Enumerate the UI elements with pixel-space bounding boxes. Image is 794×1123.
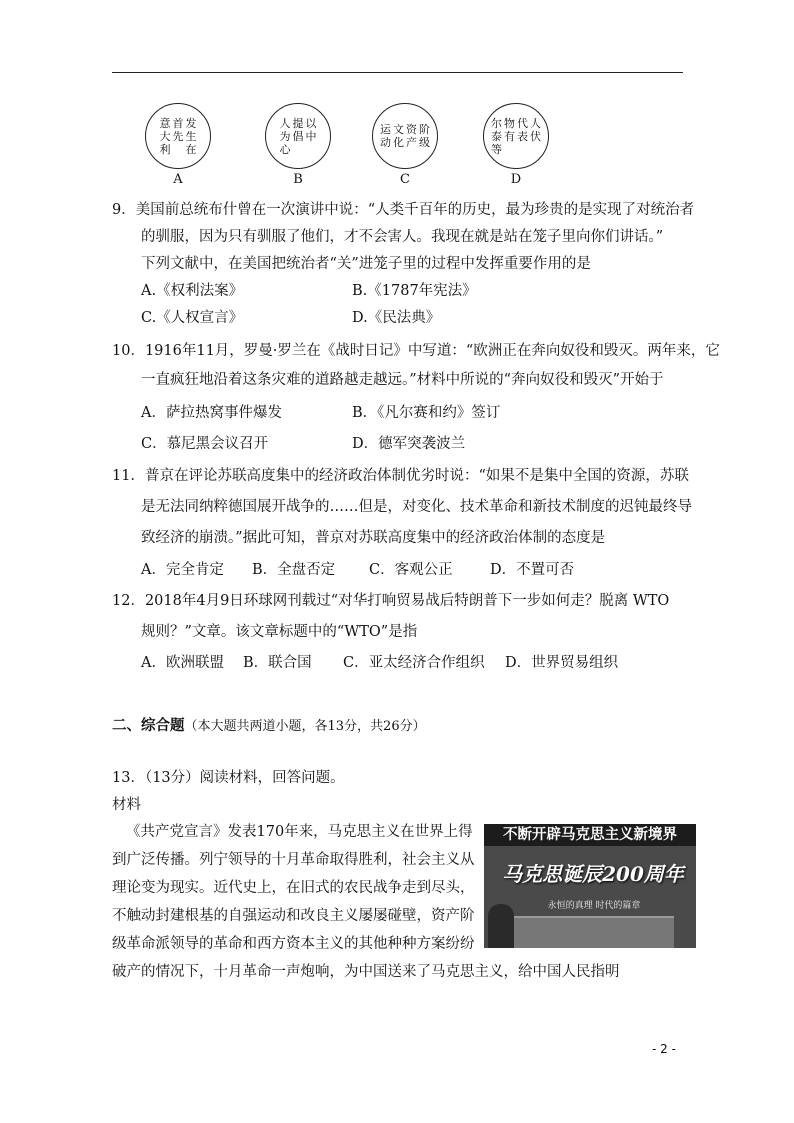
circle-char: 以	[305, 116, 317, 130]
circle-char: 人	[279, 116, 291, 130]
image-title: 不断开辟马克思主义新境界	[484, 824, 696, 846]
circle-char: 级	[419, 136, 430, 149]
q11-option-d: D．不置可否	[490, 562, 575, 578]
circle-text-column	[293, 117, 304, 156]
circle-char: 心	[279, 142, 291, 156]
circle-char: 有	[504, 129, 515, 143]
circle-char: 先	[172, 129, 184, 143]
option-circle-d	[483, 103, 549, 169]
marx-anniversary-image	[484, 824, 696, 948]
q11-option-b: B．全盘否定	[252, 562, 336, 578]
circle-text-column	[280, 117, 291, 156]
circle-text-column	[504, 117, 515, 156]
section2-note: （本大题共两道小题，各13分，共26分）	[184, 719, 426, 734]
q10-line2: 一直疯狂地沿着这条灾难的道路越走越远。”材料中所说的“奔向奴役和毁灭”开始于	[141, 372, 664, 388]
q13-head: 13．（13分）阅读材料，回答问题。	[112, 770, 345, 786]
circle-char: 大	[159, 129, 171, 143]
q12-option-c: C．亚太经济合作组织	[343, 655, 485, 671]
option-label-a: A	[173, 172, 183, 187]
q13-material-line1: 《共产党宣言》发表170年来，马克思主义在世界上得	[126, 824, 473, 840]
circle-char: 伏	[530, 129, 541, 143]
q10-option-b: B．《凡尔赛和约》签订	[352, 405, 501, 421]
q13-material-line5: 级革命派领导的革命和西方资本主义的其他种种方案纷纷	[112, 936, 475, 952]
circle-char: 倡	[292, 129, 304, 143]
circle-char: 提	[292, 116, 304, 130]
circle-char: 物	[504, 116, 515, 130]
circle-text-column	[517, 117, 528, 156]
q9-line1: 9．美国前总统布什曾在一次演讲中说：“人类千百年的历史，最为珍贵的是实现了对统治者	[112, 202, 695, 218]
option-label-b: B	[293, 172, 303, 187]
circle-char: 发	[185, 116, 197, 130]
circle-char: 等	[491, 142, 502, 156]
circle-char: 文	[393, 123, 404, 136]
circle-char: 动	[380, 136, 391, 149]
circle-text-column	[393, 123, 404, 149]
circle-text-column	[530, 117, 541, 156]
statue-shape	[488, 904, 514, 948]
q10-option-a: A．萨拉热窝事件爆发	[141, 405, 282, 421]
option-circle-b	[265, 103, 331, 169]
circle-text-column	[380, 123, 391, 149]
q13-material-line3: 理论变为现实。近代史上，在旧式的农民战争走到尽头，	[112, 880, 475, 896]
q9-line2: 的驯服，因为只有驯服了他们，才不会害人。我现在就是站在笼子里向你们讲话。”	[141, 229, 664, 245]
circle-char: 中	[305, 129, 317, 143]
circle-text-column	[160, 117, 171, 156]
q10-option-c: C．慕尼黑会议召开	[141, 436, 269, 452]
option-circle-c	[372, 103, 438, 169]
page-number: - 2 -	[652, 1042, 676, 1056]
circle-char: 化	[393, 136, 404, 149]
section2-title: 二、综合题	[112, 717, 185, 734]
q9-line3: 下列文献中，在美国把统治者“关”进笼子里的过程中发挥重要作用的是	[141, 256, 591, 272]
q13-material-line2: 到广泛传播。列宁领导的十月革命取得胜利，社会主义从	[112, 852, 475, 868]
circle-text-column	[419, 123, 430, 149]
q9-option-c: C.《人权宣言》	[141, 310, 244, 326]
q11-line1: 11．普京在评论苏联高度集中的经济政治体制优劣时说：“如果不是集中全国的资源，苏联	[112, 468, 689, 484]
q12-line1: 12．2018年4月9日环球网刊载过“对华打响贸易战后特朗普下一步如何走？脱离 WTO	[112, 593, 670, 609]
q13-material-line4: 不触动封建根基的自强运动和改良主义屡屡碰壁，资产阶	[112, 908, 475, 924]
circle-char: 首	[172, 116, 184, 130]
circle-char: 产	[406, 136, 417, 149]
section2-heading	[112, 716, 426, 737]
image-main-text: 马克思诞辰200周年	[502, 862, 684, 886]
q12-option-a: A．欧洲联盟	[141, 655, 224, 671]
q11-option-a: A．完全肯定	[141, 562, 224, 578]
q9-option-a: A.《权利法案》	[141, 283, 244, 299]
circle-char: 泰	[491, 129, 502, 143]
circle-char: 阶	[419, 123, 430, 136]
circle-text-column	[173, 117, 184, 156]
q13-material-label: 材料	[112, 797, 141, 813]
circle-text-column	[306, 117, 317, 156]
circle-text-column	[406, 123, 417, 149]
header-rule	[112, 72, 683, 73]
option-label-d: D	[510, 172, 522, 187]
circle-char: 资	[406, 123, 417, 136]
option-label-c: C	[400, 172, 410, 187]
image-subtitle: 永恒的真理 时代的篇章	[547, 901, 641, 911]
gate-shape	[514, 916, 674, 948]
q11-line3: 致经济的崩溃。”据此可知，普京对苏联高度集中的经济政治体制的态度是	[141, 530, 606, 546]
circle-char: 代	[517, 116, 528, 130]
q10-line1: 10．1916年11月，罗曼·罗兰在《战时日记》中写道：“欧洲正在奔向奴役和毁灭。两年来，它	[112, 343, 720, 359]
circle-char: 利	[159, 142, 171, 156]
q11-option-c: C．客观公正	[369, 562, 453, 578]
circle-char: 尔	[491, 116, 502, 130]
circle-text-column	[186, 117, 197, 156]
q9-option-b: B.《1787年宪法》	[352, 283, 477, 299]
circle-char: 人	[530, 116, 541, 130]
circle-text-column	[491, 117, 502, 156]
circle-char: 运	[380, 123, 391, 136]
circle-char: 生	[185, 129, 197, 143]
q12-option-d: D．世界贸易组织	[505, 655, 619, 671]
q13-material-line6: 破产的情况下，十月革命一声炮响，为中国送来了马克思主义，给中国人民指明	[112, 964, 620, 980]
option-circle-a	[145, 103, 211, 169]
circle-char: 意	[159, 116, 171, 130]
q10-option-d: D．德军突袭波兰	[352, 436, 466, 452]
circle-char: 表	[517, 129, 528, 143]
q12-option-b: B．联合国	[243, 655, 312, 671]
q11-line2: 是无法同纳粹德国展开战争的……但是，对变化、技术革命和新技术制度的迟钝最终导	[141, 499, 692, 515]
circle-char: 在	[185, 142, 197, 156]
circle-char: 为	[279, 129, 291, 143]
q9-option-d: D.《民法典》	[352, 310, 441, 326]
q12-line2: 规则？”文章。该文章标题中的“WTO”是指	[141, 624, 418, 640]
